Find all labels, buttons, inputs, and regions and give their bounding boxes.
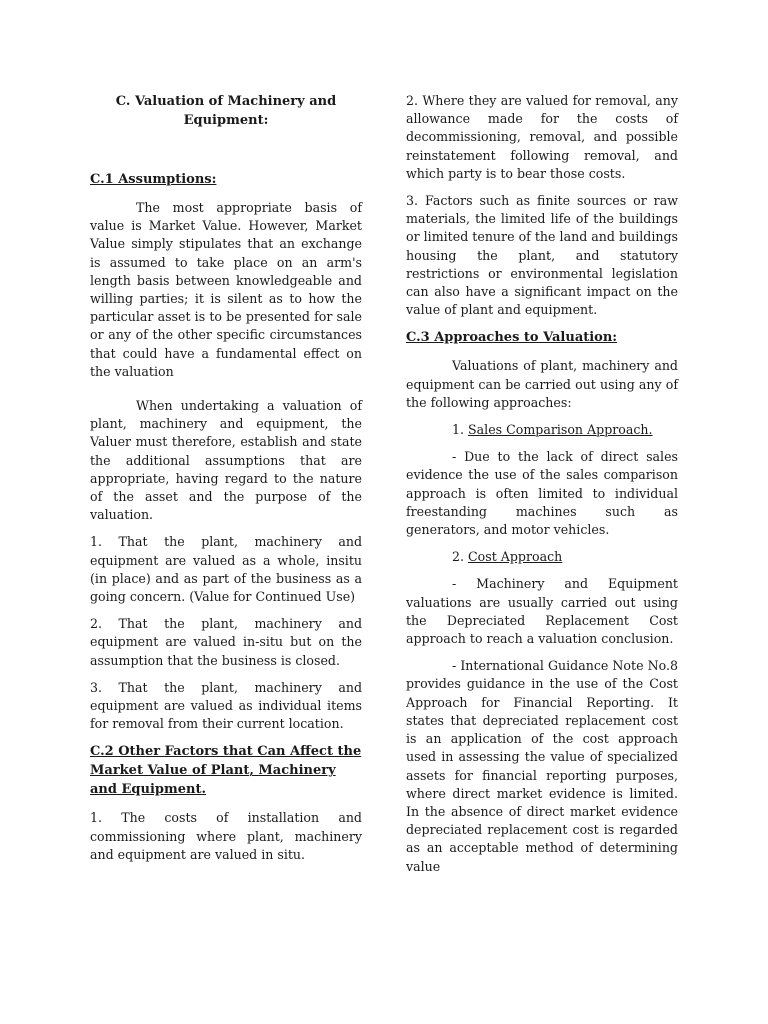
approach-2-text-1: - Machinery and Equipment valuations are usually carried out using the Depreciated Replacement Cost approach to reach a valuation conclusion. <box>406 576 678 647</box>
c1-item-2: 2. That the plant, machinery and equipment are valued in-situ but on the assumption that the business is closed. <box>90 616 362 668</box>
c1-heading: C.1 Assumptions: <box>90 172 217 187</box>
c3-heading: C.3 Approaches to Valuation: <box>406 330 618 346</box>
approach-1-label: Sales Comparison Approach. <box>468 422 653 438</box>
c1-item-1: 1. That the plant, machinery and equipment are valued as a whole, insitu (in place) and as part of the business as a going concern. (Value for Continued Use) <box>90 534 362 605</box>
c1-item-3: 3. That the plant, machinery and equipment are valued as individual items for removal from their current location. <box>90 679 362 732</box>
approach-2-title <box>452 548 678 566</box>
right-column <box>406 92 678 885</box>
c2-heading: C.2 Other Factors that Can Affect the Market Value of Plant, Machinery and Equipment. <box>90 744 362 798</box>
approach-2-label: Cost Approach <box>468 549 563 565</box>
approach-2-number: 2. <box>452 549 469 565</box>
approach-2-text-2: - International Guidance Note No.8 provides guidance in the use of the Cost Approach for Financial Reporting. It states that depreciated replacement cost is an application of the cost approach used in assessing the value of specialized assets for financial reporting purposes, where direct market evidence is limited. In the absence of direct market evidence depreciated replacement cost is regarded as an acceptable method of determining value <box>406 658 678 874</box>
left-column <box>90 88 362 873</box>
approach-1-title <box>452 421 678 439</box>
c1-paragraph-2: When undertaking a valuation of plant, machinery and equipment, the Valuer must therefore, establish and state the additional assumptions that are appropriate, having regard to the nature of the asset and the purpose of the valuation. <box>90 398 362 523</box>
section-title: C. Valuation of Machinery and Equipment: <box>115 94 337 128</box>
c2-item-3: 3. Factors such as finite sources or raw materials, the limited life of the buildings or limited tenure of the land and buildings housing the plant, and statutory restrictions or environmental legislation can also have a significant impact on the value of plant and equipment. <box>406 193 678 318</box>
c2-item-1: 1. The costs of installation and commissioning where plant, machinery and equipment are valued in situ. <box>90 810 362 862</box>
approach-1-number: 1. <box>452 422 469 438</box>
c3-intro: Valuations of plant, machinery and equipment can be carried out using any of the following approaches: <box>406 358 678 410</box>
approach-1-text: - Due to the lack of direct sales evidence the use of the sales comparison approach is often limited to individual freestanding machines such as generators, and motor vehicles. <box>406 449 678 538</box>
c2-item-2: 2. Where they are valued for removal, any allowance made for the costs of decommissioning, removal, and possible reinstatement following removal, and which party is to bear those costs. <box>406 93 678 181</box>
c1-paragraph-1: The most appropriate basis of value is Market Value. However, Market Value simply stipulates that an exchange is assumed to take place on an arm's length basis between knowledgeable and willing parties; it is silent as to how the particular asset is to be presented for sale or any of the other specific circumstances that could have a fundamental effect on the valuation <box>90 200 362 379</box>
